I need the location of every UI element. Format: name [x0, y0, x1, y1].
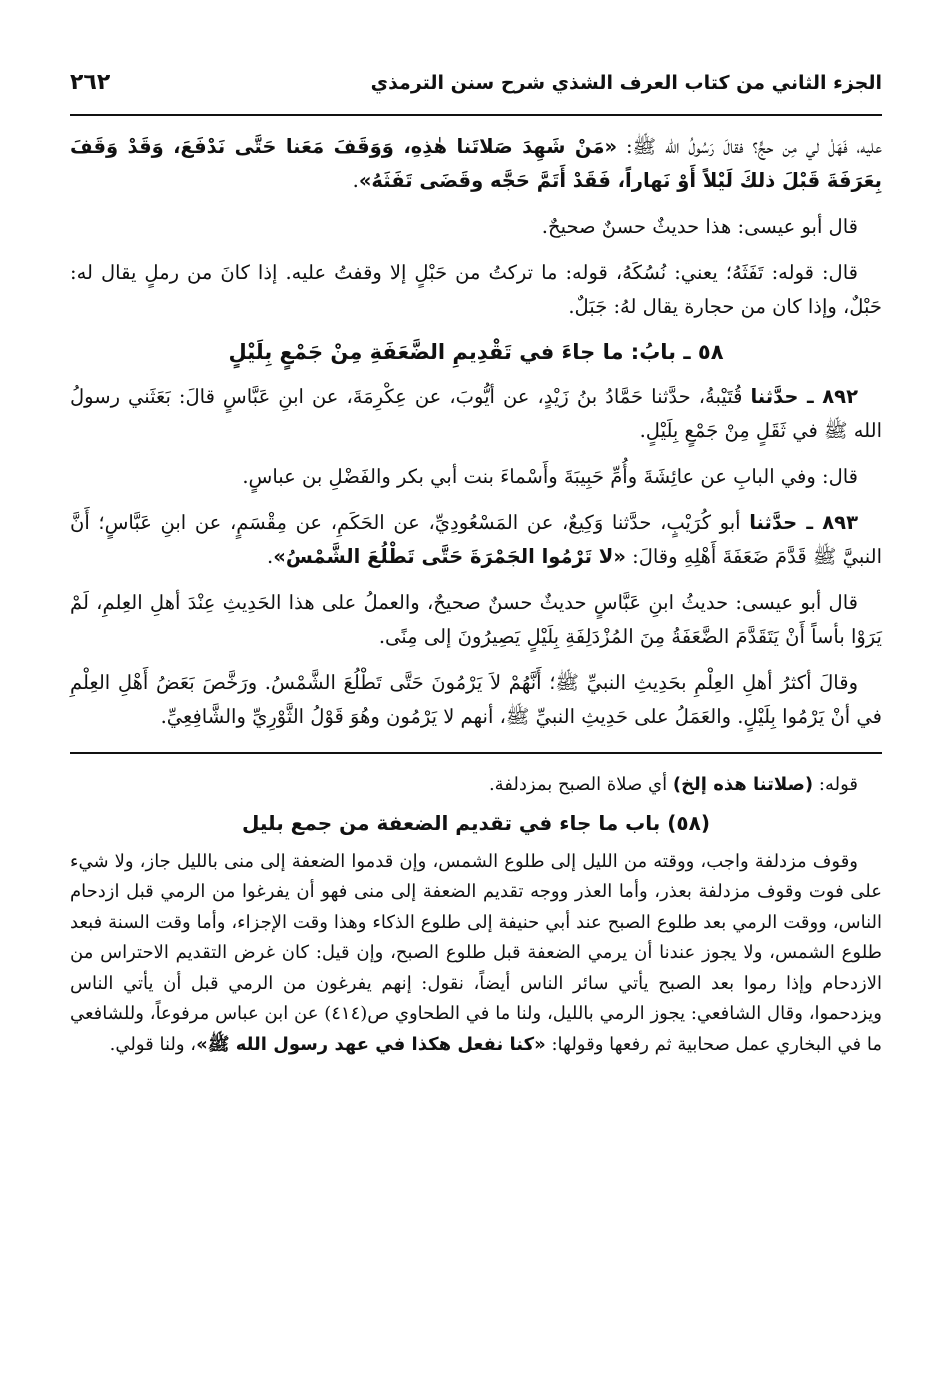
grading-paragraph: قال أبو عيسى: هذا حديثٌ حسنٌ صحيحٌ. — [541, 215, 858, 238]
prophet-quote: «لا تَرْمُوا الجَمْرَةَ حَتَّى تَطْلُعَ الشَّمْسُ» — [273, 545, 626, 568]
commentary-heading: (٥٨) باب ما جاء في تقديم الضعفة من جمع بليل — [242, 810, 710, 835]
hadith-number: ٨٩٣ ـ حدَّثنا — [749, 511, 858, 534]
scholars-opinion-paragraph: وقالَ أكثرُ أهلِ العِلْمِ بحَدِيثِ النبيِّ ﷺ؛ أَنَّهُمْ لاَ يَرْمُونَ حَتَّى تَطْلُعَ الشَّمْسُ. ورَخَّصَ بَعَضُ أَهْلِ العِلْمِ في أنْ يَرْمُوا بِلَيْلٍ. والعَمَلُ على حَدِيثِ النبيِّ ﷺ، أنهم لا يَرْمُون وهُوَ قَوْلُ الثَّوْرِيِّ والشَّافِعِيِّ. — [70, 671, 882, 728]
prophet-quote: «مَنْ شَهِدَ صَلاتَنا هٰذِهِ، وَوَقَفَ مَعَنا حَتَّى نَدْفَعَ، وَقَدْ وَقَفَ بِعَرَفَةَ قَبْلَ ذلكَ لَيْلاً أَوْ نَهاراً، فَقَدْ أَتَمَّ حَجَّه وقَضَى تَفَثَهُ» — [70, 135, 882, 192]
hadith-893: ٨٩٣ ـ حدَّثنا أبو كُرَيْبٍ، حدَّثنا وَكِيعٌ، عن المَسْعُودِيِّ، عن الحَكَمِ، عن مِقْسَمٍ، عن ابنِ عَبَّاسٍ؛ أَنَّ النبيَّ ﷺ قَدَّمَ ضَعَفَةَ أَهْلِهِ وقالَ: «لا تَرْمُوا الجَمْرَةَ حَتَّى تَطْلُعَ الشَّمْسُ». — [70, 511, 882, 568]
commentary-divider — [70, 752, 882, 754]
hadith-number: ٨٩٢ ـ حدَّثنا — [750, 385, 858, 408]
commentary-note: قوله: (صلاتنا هذه إلخ) أي صلاة الصبح بمزدلفة. — [488, 774, 858, 795]
quoted-phrase: (صلاتنا هذه إلخ) — [672, 774, 814, 795]
page-number: ٢٦٢ — [70, 70, 111, 95]
hadith-continuation: عليه، فَهَلْ لي مِن حجٍّ؟ فقالَ رَسُولُ الله ﷺ: «مَنْ شَهِدَ صَلاتَنا هٰذِهِ، وَوَقَفَ مَعَنا حَتَّى نَدْفَعَ، وَقَدْ وَقَفَ بِعَرَفَةَ قَبْلَ ذلكَ لَيْلاً أَوْ نَهاراً، فَقَدْ أَتَمَّ حَجَّه وقَضَى تَفَثَهُ». — [70, 135, 882, 192]
chapter-references: قال: وفي البابِ عن عائِشَةَ وأُمِّ حَبِيبَةَ وأَسْماءَ بنت أبي بكر والفَضْلِ بن عباسٍ. — [242, 465, 858, 488]
main-text — [70, 130, 882, 734]
quoted-phrase: «كنا نفعل هكذا في عهد رسول الله ﷺ» — [196, 1033, 546, 1055]
grading-paragraph: قال أبو عيسى: حديثُ ابنِ عَبَّاسٍ حديثٌ حسنٌ صحيحٌ، والعملُ على هذا الحَدِيثِ عِنْدَ أهلِ العِلمِ، لَمْ يَرَوْا بأساً أَنْ يَتَقَدَّمَ الضَّعَفَةُ مِنَ المُزْدَلِفَةِ بِلَيْلٍ يَصِيرُونَ إلى مِنًى. — [70, 591, 882, 648]
hadith-892: ٨٩٢ ـ حدَّثنا قُتَيْبةُ، حدَّثنا حَمَّادُ بنُ زَيْدٍ، عن أيُّوبَ، عن عِكْرِمَةَ، عن ابنِ عَبَّاسٍ قالَ: بَعَثَني رسولُ الله ﷺ في ثَقَلٍ مِنْ جَمْعٍ بِلَيْلٍ. — [70, 385, 882, 442]
commentary-body: وقوف مزدلفة واجب، ووقته من الليل إلى طلوع الشمس، وإن قدموا الضعفة إلى منى بالليل جاز، ولا شيء على فوت وقوف مزدلفة بعذر، وأما العذر ووجه تقديم الضعفة إلى منى فهو أن يفرغوا من الرمي قبل ازدحام الناس، ووقت الرمي بعد طلوع الصبح عند أبي حنيفة إلى طلوع الذكاء وهذا وقت الإجزاء، وأما وقت السنة فبعد طلوع الشمس، ولا يجوز عندنا أن يرمي الضعفة قبل طلوع الصبح، وإن قيل: كان غرض التقديم الاحتراس من الازدحام وإذا رموا بعد الصبح يأتي سائر الناس أيضاً، نقول: إنهم يفرغون من الرمي قبل أن يأتي الناس ويزدحموا، وقال الشافعي: يجوز الرمي بالليل، ولنا ما في الطحاوي ص(٤١٤) عن ابن عباس مرفوعاً، وللشافعي ما في البخاري عمل صحابية ثم رفعها وقولها: «كنا نفعل هكذا في عهد رسول الله ﷺ»، ولنا قولي. — [70, 850, 882, 1055]
book-title: الجزء الثاني من كتاب العرف الشذي شرح سنن الترمذي — [370, 72, 882, 94]
header-rule — [70, 114, 882, 116]
commentary — [70, 770, 882, 1060]
running-header — [70, 70, 882, 114]
explanation-paragraph: قال: قوله: تَفَثَهُ؛ يعني: نُسُكَهُ، قوله: ما تركتُ من حَبْلٍ إلا وقفتُ عليه. إذا كانَ من رملٍ يقال له: حَبْلٌ، وإذا كان من حجارة يقال لهُ: جَبَلٌ. — [70, 261, 882, 318]
chapter-heading: ٥٨ ـ بابُ: ما جاءَ في تَقْدِيمِ الضَّعَفَةِ مِنْ جَمْعٍ بِلَيْلٍ — [228, 340, 724, 364]
